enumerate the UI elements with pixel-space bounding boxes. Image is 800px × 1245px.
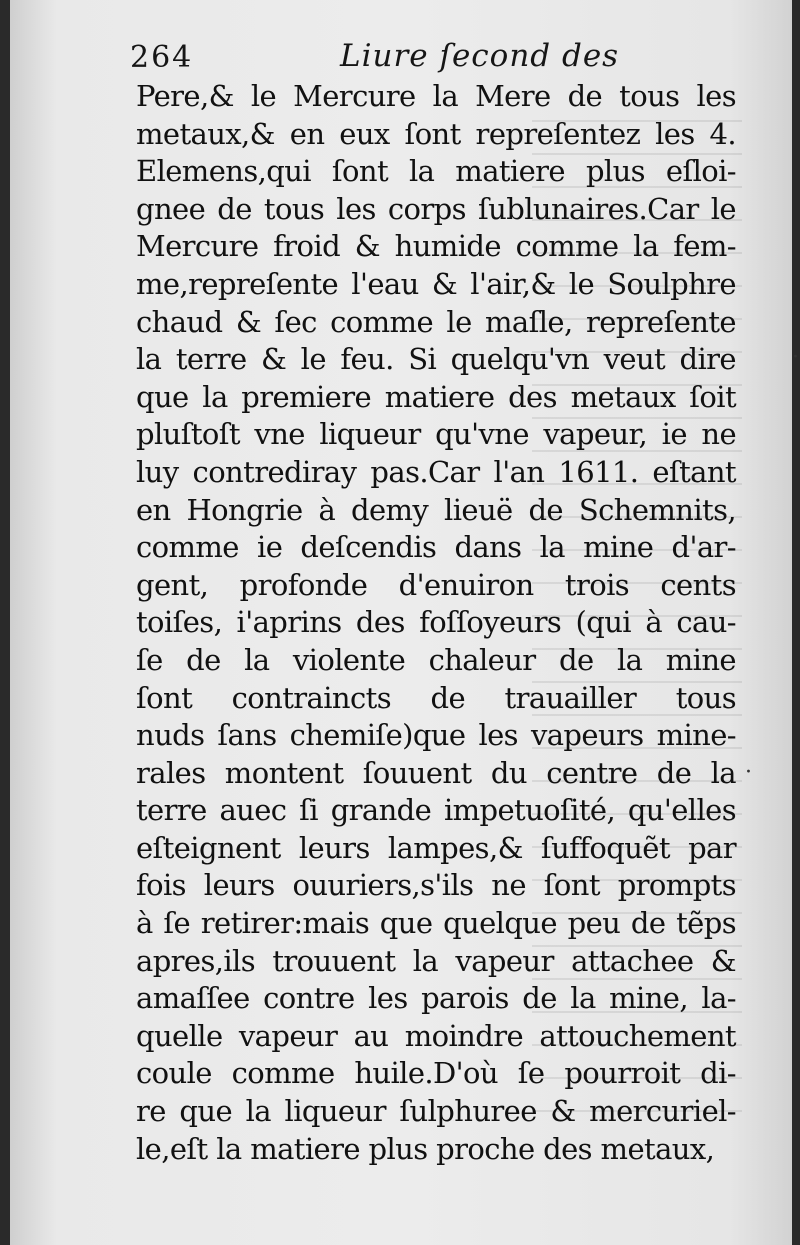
text-line: Pere,& le Mercure la Mere de tous les [136,79,736,113]
text-line: la terre & le feu. Si quelqu'vn veut dire [136,342,736,377]
ink-speck: · [792,345,799,370]
body-text [136,78,736,1168]
text-line: amaſſee contre les parois de la mine, la- [136,981,736,1016]
text-line: pluſtoſt vne liqueur qu'vne vapeur, ie ne [136,417,736,452]
text-line: Elemens,qui ſont la matiere plus eſloi- [136,154,736,189]
running-head [130,34,730,78]
text-line: que la premiere matiere des metaux ſoit [136,379,736,414]
text-line: toiſes, i'aprins des foſſoyeurs (qui à cau- [136,605,736,640]
text-line: à ſe retirer:mais que quelque peu de tẽps [136,906,736,941]
text-line: ſont contraincts de trauailler tous [136,680,736,715]
text-line: Mercure froid & humide comme la fem- [136,229,736,264]
text-line: comme ie deſcendis dans la mine d'ar- [136,530,736,565]
text-line: terre auec ſi grande impetuoſité, qu'elles [136,793,736,828]
text-line: ſe de la violente chaleur de la mine [136,642,736,677]
running-title: Liure ſecond des [340,38,620,74]
text-line: le,eſt la matiere plus proche des metaux, [136,1131,715,1166]
text-line: eſteignent leurs lampes,& ſuffoquẽt par [136,830,736,865]
text-line: coule comme huile.D'où ſe pourroit di- [136,1056,736,1091]
text-line: luy contrediray pas.Car l'an 1611. eſtant [136,454,736,489]
text-line: nuds ſans chemiſe)que les vapeurs mine- [136,718,736,753]
page-number: 264 [130,40,194,75]
ink-speck: · [745,760,752,785]
text-line: quelle vapeur au moindre attouchement [136,1018,736,1053]
text-line: fois leurs ouuriers,s'ils ne ſont prompts [136,868,736,903]
text-line: gnee de tous les corps ſublunaires.Car le [136,191,736,226]
text-line: me,repreſente l'eau & l'air,& le Soulphre [136,266,736,301]
text-line: re que la liqueur ſulphuree & mercuriel- [136,1094,736,1129]
text-line: en Hongrie à demy lieuë de Schemnits, [136,492,736,527]
text-line: apres,ils trouuent la vapeur attachee & [136,943,736,978]
text-line: gent, profonde d'enuiron trois cents [136,567,736,602]
text-line: metaux,& en eux ſont repreſentez les 4. [136,116,736,151]
book-page [10,0,799,1245]
text-line: chaud & ſec comme le maſle, repreſente [136,304,736,339]
text-line: rales montent ſouuent du centre de la [136,755,736,790]
